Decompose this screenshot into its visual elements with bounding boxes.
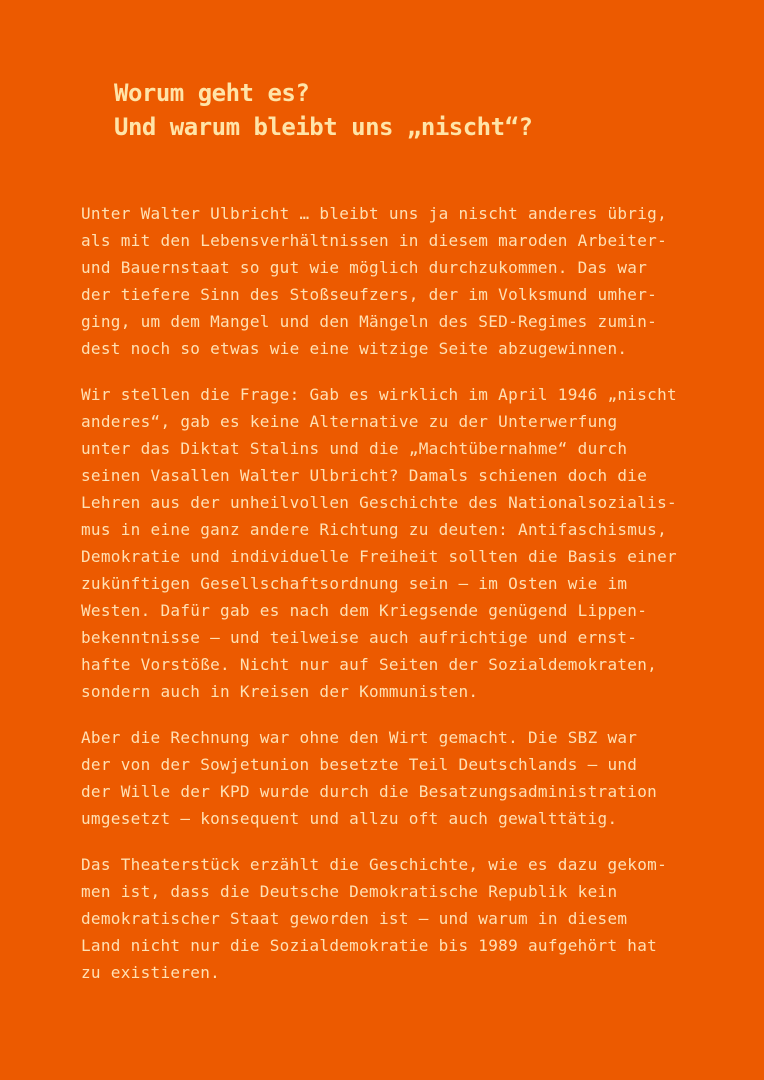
text-line: demokratischer Staat geworden ist — und warum in diesem xyxy=(81,909,628,928)
text-line: sondern auch in Kreisen der Kommunisten. xyxy=(81,682,479,701)
text-line: Westen. Dafür gab es nach dem Kriegsende genügend Lippen- xyxy=(81,601,648,620)
text-line: Land nicht nur die Sozialdemokratie bis 1989 aufgehört hat xyxy=(81,936,658,955)
text-line: umgesetzt — konsequent und allzu oft auch gewalttätig. xyxy=(81,809,618,828)
text-line: unter das Diktat Stalins und die „Machtübernahme“ durch xyxy=(81,439,628,458)
text-line: der von der Sowjetunion besetzte Teil Deutschlands — und xyxy=(81,755,638,774)
text-line: mus in eine ganz andere Richtung zu deuten: Antifaschismus, xyxy=(81,520,668,539)
text-line: Aber die Rechnung war ohne den Wirt gemacht. Die SBZ war xyxy=(81,728,638,747)
text-line: seinen Vasallen Walter Ulbricht? Damals schienen doch die xyxy=(81,466,648,485)
paragraph xyxy=(81,724,741,832)
page-heading xyxy=(114,76,532,144)
text-line: der tiefere Sinn des Stoßseufzers, der im Volksmund umher- xyxy=(81,285,658,304)
heading-line: Worum geht es? xyxy=(114,79,310,107)
text-line: und Bauernstaat so gut wie möglich durchzukommen. Das war xyxy=(81,258,648,277)
text-line: der Wille der KPD wurde durch die Besatzungsadministration xyxy=(81,782,658,801)
text-line: men ist, dass die Deutsche Demokratische Republik kein xyxy=(81,882,618,901)
text-line: bekenntnisse — und teilweise auch aufrichtige und ernst- xyxy=(81,628,638,647)
heading-line: Und warum bleibt uns „nischt“? xyxy=(114,113,533,141)
text-line: als mit den Lebensverhältnissen in diesem maroden Arbeiter- xyxy=(81,231,668,250)
text-line: dest noch so etwas wie eine witzige Seite abzugewinnen. xyxy=(81,339,628,358)
paragraph xyxy=(81,851,741,986)
text-line: zu existieren. xyxy=(81,963,221,982)
paragraph xyxy=(81,381,741,705)
text-line: ging, um dem Mangel und den Mängeln des SED-Regimes zumin- xyxy=(81,312,658,331)
text-line: Wir stellen die Frage: Gab es wirklich im April 1946 „nischt xyxy=(81,385,677,404)
text-line: Demokratie und individuelle Freiheit sollten die Basis einer xyxy=(81,547,677,566)
text-line: Lehren aus der unheilvollen Geschichte des Nationalsozialis- xyxy=(81,493,677,512)
body-text xyxy=(81,200,741,1005)
text-line: anderes“, gab es keine Alternative zu der Unterwerfung xyxy=(81,412,618,431)
text-line: hafte Vorstöße. Nicht nur auf Seiten der Sozialdemokraten, xyxy=(81,655,658,674)
text-line: Unter Walter Ulbricht … bleibt uns ja nischt anderes übrig, xyxy=(81,204,668,223)
text-line: Das Theaterstück erzählt die Geschichte, wie es dazu gekom- xyxy=(81,855,668,874)
text-line: zukünftigen Gesellschaftsordnung sein — im Osten wie im xyxy=(81,574,628,593)
paragraph xyxy=(81,200,741,362)
